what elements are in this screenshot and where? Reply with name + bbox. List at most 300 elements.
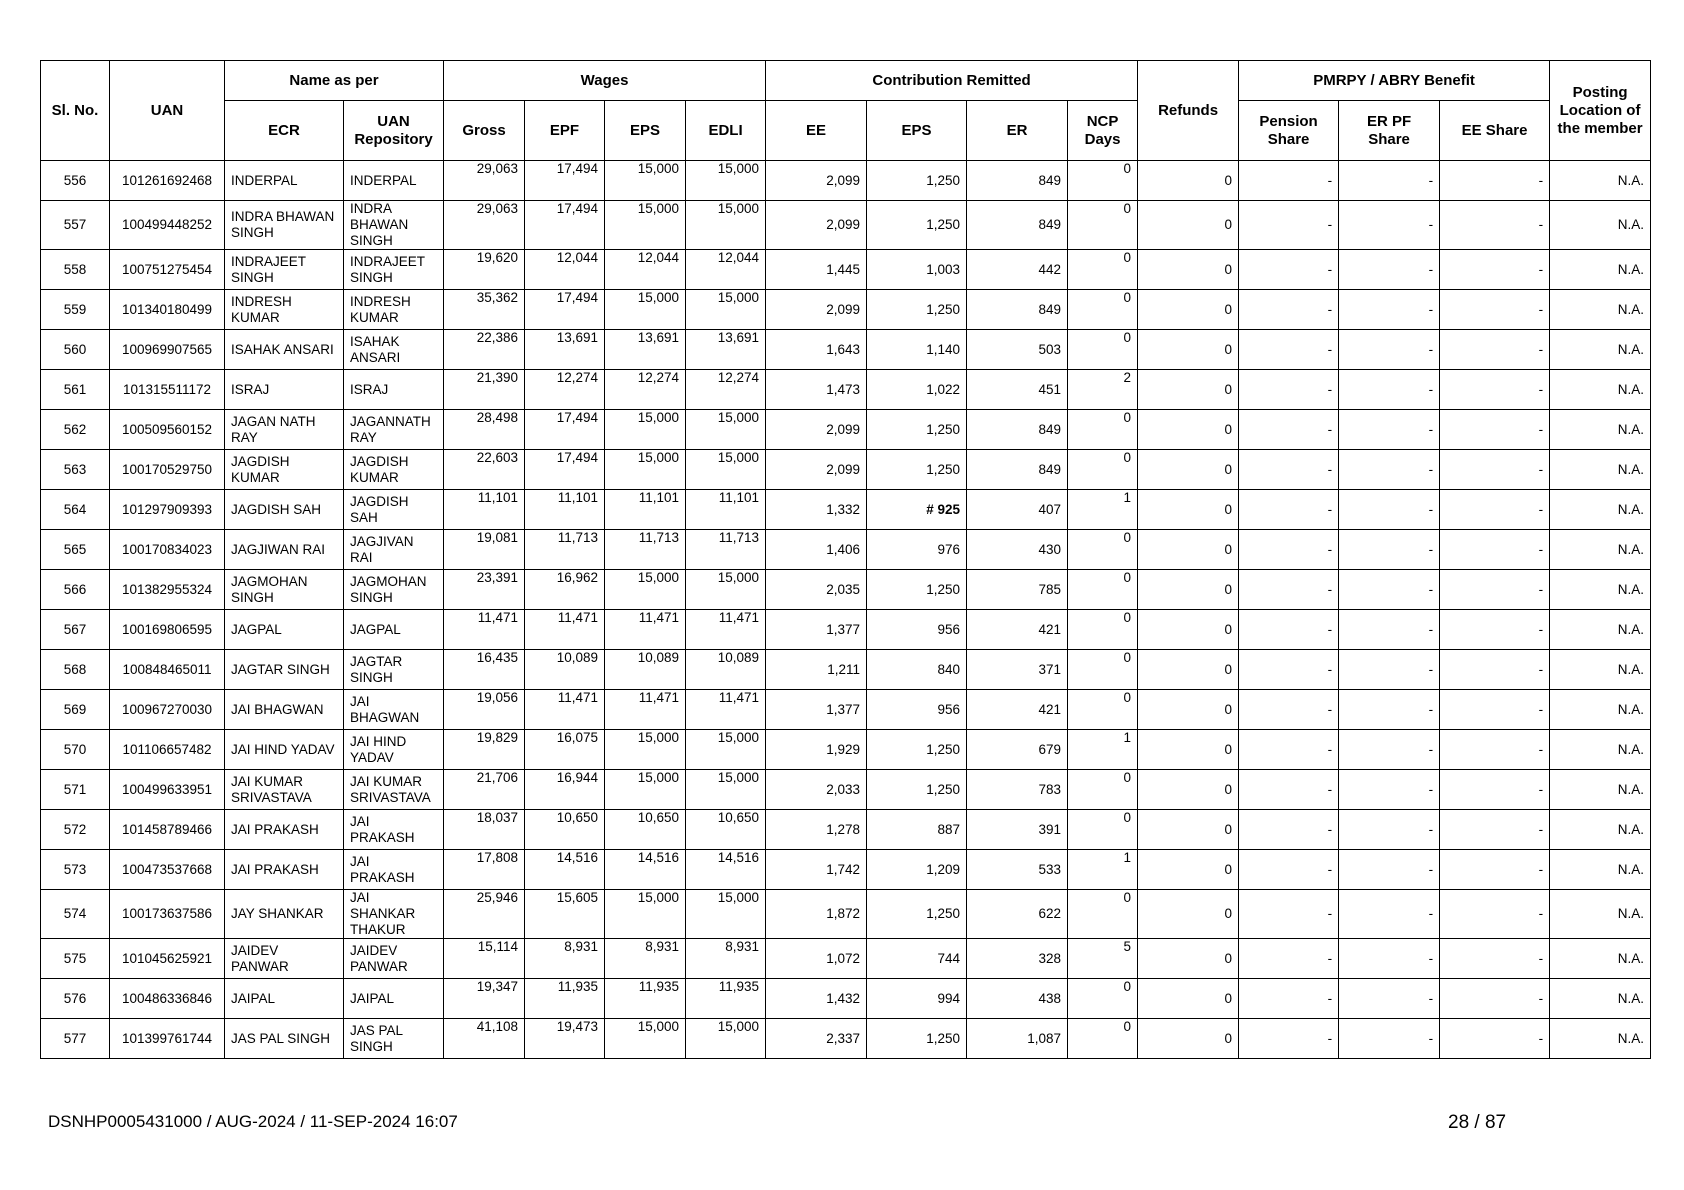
cell-edli: 11,471: [686, 690, 766, 730]
table-row: [41, 370, 1651, 410]
cell-ecr-name: JAI HIND YADAV: [225, 730, 344, 770]
cell-sl-no: 564: [41, 490, 110, 530]
col-edli: EDLI: [686, 101, 766, 161]
col-ncp-days: NCP Days: [1068, 101, 1138, 161]
cell-ee-share: -: [1440, 939, 1550, 979]
cell-edli: 15,000: [686, 450, 766, 490]
cell-ee-share: -: [1440, 250, 1550, 290]
col-ee: EE: [766, 101, 867, 161]
cell-posting-location: N.A.: [1550, 570, 1651, 610]
cell-ee-share: -: [1440, 570, 1550, 610]
cell-sl-no: 572: [41, 810, 110, 850]
cell-uan: 101399761744: [110, 1019, 225, 1059]
cell-posting-location: N.A.: [1550, 850, 1651, 890]
cell-epf: 11,471: [525, 690, 605, 730]
cell-eps: 8,931: [605, 939, 686, 979]
cell-eps-contribution: 1,250: [867, 770, 967, 810]
cell-uan: 101261692468: [110, 161, 225, 201]
cell-epf: 17,494: [525, 201, 605, 250]
cell-edli: 11,101: [686, 490, 766, 530]
cell-posting-location: N.A.: [1550, 939, 1651, 979]
table-row: [41, 410, 1651, 450]
cell-edli: 15,000: [686, 290, 766, 330]
cell-ecr-name: JAGDISH SAH: [225, 490, 344, 530]
table-row: [41, 570, 1651, 610]
cell-sl-no: 565: [41, 530, 110, 570]
cell-er-pf-share: -: [1339, 290, 1440, 330]
cell-edli: 11,471: [686, 610, 766, 650]
cell-gross: 19,347: [444, 979, 525, 1019]
cell-gross: 17,808: [444, 850, 525, 890]
cell-epf: 16,962: [525, 570, 605, 610]
col-refunds: Refunds: [1138, 61, 1239, 161]
cell-ecr-name: JAS PAL SINGH: [225, 1019, 344, 1059]
cell-uan: 100509560152: [110, 410, 225, 450]
table-row: [41, 161, 1651, 201]
cell-ncp-days: 0: [1068, 201, 1138, 250]
cell-ee: 1,432: [766, 979, 867, 1019]
cell-ncp-days: 0: [1068, 410, 1138, 450]
cell-refunds: 0: [1138, 530, 1239, 570]
cell-eps: 11,471: [605, 610, 686, 650]
cell-er-pf-share: -: [1339, 890, 1440, 939]
cell-eps: 13,691: [605, 330, 686, 370]
cell-uan: 101340180499: [110, 290, 225, 330]
cell-epf: 10,089: [525, 650, 605, 690]
cell-ee-share: -: [1440, 890, 1550, 939]
cell-edli: 8,931: [686, 939, 766, 979]
cell-gross: 25,946: [444, 890, 525, 939]
cell-eps: 11,471: [605, 690, 686, 730]
cell-ecr-name: JAGPAL: [225, 610, 344, 650]
cell-ee: 1,445: [766, 250, 867, 290]
table-header: [41, 61, 1651, 161]
cell-ee-share: -: [1440, 979, 1550, 1019]
cell-epf: 16,075: [525, 730, 605, 770]
col-uan-repository: UAN Repository: [344, 101, 444, 161]
cell-er-pf-share: -: [1339, 979, 1440, 1019]
cell-eps: 15,000: [605, 201, 686, 250]
cell-edli: 10,089: [686, 650, 766, 690]
col-gross: Gross: [444, 101, 525, 161]
cell-pension-share: -: [1239, 290, 1339, 330]
cell-refunds: 0: [1138, 410, 1239, 450]
cell-er: 421: [967, 610, 1068, 650]
cell-eps-contribution: 1,003: [867, 250, 967, 290]
cell-posting-location: N.A.: [1550, 201, 1651, 250]
cell-pension-share: -: [1239, 730, 1339, 770]
cell-pension-share: -: [1239, 890, 1339, 939]
cell-er: 328: [967, 939, 1068, 979]
cell-epf: 10,650: [525, 810, 605, 850]
cell-sl-no: 571: [41, 770, 110, 810]
table-row: [41, 450, 1651, 490]
cell-sl-no: 560: [41, 330, 110, 370]
cell-er-pf-share: -: [1339, 450, 1440, 490]
cell-repository-name: JAIPAL: [344, 979, 444, 1019]
cell-ee: 1,406: [766, 530, 867, 570]
col-er: ER: [967, 101, 1068, 161]
cell-posting-location: N.A.: [1550, 490, 1651, 530]
cell-er: 407: [967, 490, 1068, 530]
cell-ee-share: -: [1440, 201, 1550, 250]
cell-ee: 1,211: [766, 650, 867, 690]
cell-ncp-days: 0: [1068, 770, 1138, 810]
cell-eps: 14,516: [605, 850, 686, 890]
cell-uan: 101315511172: [110, 370, 225, 410]
group-name-as-per: Name as per: [225, 61, 444, 101]
cell-sl-no: 559: [41, 290, 110, 330]
cell-gross: 18,037: [444, 810, 525, 850]
cell-uan: 100170529750: [110, 450, 225, 490]
cell-ecr-name: JAY SHANKAR: [225, 890, 344, 939]
cell-ee-share: -: [1440, 650, 1550, 690]
cell-edli: 12,044: [686, 250, 766, 290]
cell-ee: 2,099: [766, 290, 867, 330]
cell-uan: 100473537668: [110, 850, 225, 890]
cell-eps-contribution: 994: [867, 979, 967, 1019]
cell-ecr-name: JAGTAR SINGH: [225, 650, 344, 690]
cell-edli: 15,000: [686, 570, 766, 610]
cell-repository-name: JAGPAL: [344, 610, 444, 650]
cell-sl-no: 574: [41, 890, 110, 939]
cell-ee: 1,643: [766, 330, 867, 370]
cell-uan: 101045625921: [110, 939, 225, 979]
cell-refunds: 0: [1138, 810, 1239, 850]
col-ee-share: EE Share: [1440, 101, 1550, 161]
table-row: [41, 979, 1651, 1019]
cell-ee-share: -: [1440, 730, 1550, 770]
cell-er: 849: [967, 450, 1068, 490]
cell-er-pf-share: -: [1339, 250, 1440, 290]
cell-ee-share: -: [1440, 290, 1550, 330]
cell-repository-name: INDERPAL: [344, 161, 444, 201]
cell-er-pf-share: -: [1339, 410, 1440, 450]
cell-repository-name: JAGDISH SAH: [344, 490, 444, 530]
cell-posting-location: N.A.: [1550, 530, 1651, 570]
cell-epf: 11,713: [525, 530, 605, 570]
cell-edli: 15,000: [686, 730, 766, 770]
cell-er: 783: [967, 770, 1068, 810]
cell-sl-no: 557: [41, 201, 110, 250]
cell-ecr-name: JAGDISH KUMAR: [225, 450, 344, 490]
cell-eps: 15,000: [605, 161, 686, 201]
cell-er: 1,087: [967, 1019, 1068, 1059]
cell-epf: 8,931: [525, 939, 605, 979]
cell-er-pf-share: -: [1339, 370, 1440, 410]
cell-epf: 19,473: [525, 1019, 605, 1059]
cell-refunds: 0: [1138, 1019, 1239, 1059]
cell-posting-location: N.A.: [1550, 979, 1651, 1019]
cell-er: 533: [967, 850, 1068, 890]
table-row: [41, 850, 1651, 890]
cell-eps-contribution: 1,250: [867, 410, 967, 450]
cell-refunds: 0: [1138, 290, 1239, 330]
cell-posting-location: N.A.: [1550, 890, 1651, 939]
cell-er: 849: [967, 410, 1068, 450]
cell-ncp-days: 0: [1068, 890, 1138, 939]
table-row: [41, 770, 1651, 810]
cell-edli: 15,000: [686, 161, 766, 201]
cell-er-pf-share: -: [1339, 1019, 1440, 1059]
cell-ecr-name: ISRAJ: [225, 370, 344, 410]
col-epf: EPF: [525, 101, 605, 161]
cell-posting-location: N.A.: [1550, 810, 1651, 850]
cell-repository-name: INDRESH KUMAR: [344, 290, 444, 330]
cell-ee-share: -: [1440, 490, 1550, 530]
cell-posting-location: N.A.: [1550, 250, 1651, 290]
cell-gross: 41,108: [444, 1019, 525, 1059]
cell-eps-contribution: 1,209: [867, 850, 967, 890]
cell-posting-location: N.A.: [1550, 290, 1651, 330]
cell-er: 438: [967, 979, 1068, 1019]
cell-ee: 2,033: [766, 770, 867, 810]
cell-ncp-days: 0: [1068, 570, 1138, 610]
cell-ee-share: -: [1440, 610, 1550, 650]
cell-eps: 15,000: [605, 410, 686, 450]
cell-pension-share: -: [1239, 650, 1339, 690]
cell-sl-no: 556: [41, 161, 110, 201]
cell-pension-share: -: [1239, 850, 1339, 890]
cell-epf: 11,101: [525, 490, 605, 530]
group-contribution-remitted: Contribution Remitted: [766, 61, 1138, 101]
cell-uan: 100751275454: [110, 250, 225, 290]
cell-ecr-name: JAGAN NATH RAY: [225, 410, 344, 450]
cell-uan: 101297909393: [110, 490, 225, 530]
cell-er-pf-share: -: [1339, 530, 1440, 570]
cell-pension-share: -: [1239, 410, 1339, 450]
cell-er-pf-share: -: [1339, 570, 1440, 610]
col-uan: UAN: [110, 61, 225, 161]
cell-ee-share: -: [1440, 530, 1550, 570]
col-ecr: ECR: [225, 101, 344, 161]
cell-ee-share: -: [1440, 410, 1550, 450]
cell-eps-contribution: 1,250: [867, 450, 967, 490]
col-posting: Posting Location of the member: [1550, 61, 1651, 161]
table-row: [41, 939, 1651, 979]
cell-pension-share: -: [1239, 250, 1339, 290]
cell-epf: 17,494: [525, 450, 605, 490]
table-row: [41, 290, 1651, 330]
cell-eps-contribution: 744: [867, 939, 967, 979]
cell-epf: 12,274: [525, 370, 605, 410]
cell-sl-no: 575: [41, 939, 110, 979]
cell-gross: 15,114: [444, 939, 525, 979]
cell-ncp-days: 0: [1068, 290, 1138, 330]
cell-posting-location: N.A.: [1550, 1019, 1651, 1059]
cell-repository-name: ISRAJ: [344, 370, 444, 410]
cell-eps: 11,935: [605, 979, 686, 1019]
cell-ncp-days: 0: [1068, 161, 1138, 201]
cell-uan: 100848465011: [110, 650, 225, 690]
cell-gross: 28,498: [444, 410, 525, 450]
table-row: [41, 730, 1651, 770]
cell-pension-share: -: [1239, 810, 1339, 850]
cell-er: 371: [967, 650, 1068, 690]
cell-ecr-name: INDRESH KUMAR: [225, 290, 344, 330]
cell-er-pf-share: -: [1339, 770, 1440, 810]
cell-gross: 23,391: [444, 570, 525, 610]
cell-posting-location: N.A.: [1550, 730, 1651, 770]
cell-er: 849: [967, 290, 1068, 330]
table-row: [41, 250, 1651, 290]
cell-pension-share: -: [1239, 610, 1339, 650]
cell-er: 391: [967, 810, 1068, 850]
cell-pension-share: -: [1239, 690, 1339, 730]
table-row: [41, 490, 1651, 530]
cell-sl-no: 562: [41, 410, 110, 450]
cell-eps-contribution: 1,250: [867, 290, 967, 330]
cell-epf: 17,494: [525, 290, 605, 330]
cell-ee-share: -: [1440, 690, 1550, 730]
cell-ncp-days: 0: [1068, 979, 1138, 1019]
cell-eps-contribution: 840: [867, 650, 967, 690]
cell-repository-name: JAI PRAKASH: [344, 850, 444, 890]
cell-sl-no: 573: [41, 850, 110, 890]
cell-sl-no: 570: [41, 730, 110, 770]
cell-uan: 100969907565: [110, 330, 225, 370]
cell-ncp-days: 1: [1068, 850, 1138, 890]
cell-ee: 1,872: [766, 890, 867, 939]
cell-gross: 19,620: [444, 250, 525, 290]
cell-refunds: 0: [1138, 610, 1239, 650]
cell-refunds: 0: [1138, 690, 1239, 730]
page-number: 28 / 87: [1448, 1112, 1507, 1133]
cell-eps: 15,000: [605, 570, 686, 610]
cell-eps: 15,000: [605, 1019, 686, 1059]
table-row: [41, 330, 1651, 370]
cell-refunds: 0: [1138, 850, 1239, 890]
cell-eps-contribution: 1,250: [867, 570, 967, 610]
cell-ncp-days: 0: [1068, 690, 1138, 730]
cell-eps-contribution: 956: [867, 610, 967, 650]
cell-eps: 15,000: [605, 770, 686, 810]
cell-posting-location: N.A.: [1550, 161, 1651, 201]
table-row: [41, 610, 1651, 650]
cell-edli: 13,691: [686, 330, 766, 370]
cell-ncp-days: 1: [1068, 490, 1138, 530]
cell-ee: 2,337: [766, 1019, 867, 1059]
cell-refunds: 0: [1138, 939, 1239, 979]
cell-pension-share: -: [1239, 570, 1339, 610]
cell-ecr-name: JAI KUMAR SRIVASTAVA: [225, 770, 344, 810]
cell-pension-share: -: [1239, 450, 1339, 490]
cell-uan: 100499633951: [110, 770, 225, 810]
col-eps-contribution: EPS: [867, 101, 967, 161]
cell-er-pf-share: -: [1339, 690, 1440, 730]
cell-ee: 1,377: [766, 690, 867, 730]
cell-uan: 101106657482: [110, 730, 225, 770]
table-row: [41, 201, 1651, 250]
cell-ncp-days: 1: [1068, 730, 1138, 770]
cell-eps-contribution: 1,022: [867, 370, 967, 410]
cell-pension-share: -: [1239, 370, 1339, 410]
cell-epf: 11,935: [525, 979, 605, 1019]
cell-ncp-days: 0: [1068, 530, 1138, 570]
cell-uan: 100169806595: [110, 610, 225, 650]
table-row: [41, 1019, 1651, 1059]
cell-repository-name: JAI BHAGWAN: [344, 690, 444, 730]
cell-repository-name: INDRAJEET SINGH: [344, 250, 444, 290]
cell-ecr-name: JAIDEV PANWAR: [225, 939, 344, 979]
cell-sl-no: 568: [41, 650, 110, 690]
cell-er-pf-share: -: [1339, 939, 1440, 979]
cell-eps-contribution: 1,140: [867, 330, 967, 370]
cell-eps: 15,000: [605, 730, 686, 770]
document-reference: DSNHP0005431000 / AUG-2024 / 11-SEP-2024 16:07: [48, 1112, 458, 1131]
table-row: [41, 810, 1651, 850]
cell-ee-share: -: [1440, 1019, 1550, 1059]
cell-edli: 12,274: [686, 370, 766, 410]
cell-ncp-days: 0: [1068, 810, 1138, 850]
cell-pension-share: -: [1239, 939, 1339, 979]
cell-er: 442: [967, 250, 1068, 290]
cell-refunds: 0: [1138, 250, 1239, 290]
cell-eps: 10,650: [605, 810, 686, 850]
cell-edli: 15,000: [686, 1019, 766, 1059]
cell-sl-no: 569: [41, 690, 110, 730]
cell-er: 849: [967, 161, 1068, 201]
cell-posting-location: N.A.: [1550, 770, 1651, 810]
cell-eps-contribution: 956: [867, 690, 967, 730]
cell-er-pf-share: -: [1339, 161, 1440, 201]
cell-uan: 100486336846: [110, 979, 225, 1019]
cell-edli: 10,650: [686, 810, 766, 850]
cell-er-pf-share: -: [1339, 490, 1440, 530]
cell-posting-location: N.A.: [1550, 690, 1651, 730]
cell-refunds: 0: [1138, 330, 1239, 370]
cell-ecr-name: JAIPAL: [225, 979, 344, 1019]
cell-epf: 16,944: [525, 770, 605, 810]
cell-uan: 101382955324: [110, 570, 225, 610]
cell-ncp-days: 5: [1068, 939, 1138, 979]
cell-repository-name: JAGANNATH RAY: [344, 410, 444, 450]
col-er-pf-share: ER PF Share: [1339, 101, 1440, 161]
cell-er-pf-share: -: [1339, 201, 1440, 250]
cell-repository-name: JAGTAR SINGH: [344, 650, 444, 690]
cell-posting-location: N.A.: [1550, 610, 1651, 650]
cell-gross: 21,706: [444, 770, 525, 810]
cell-eps-contribution: 1,250: [867, 890, 967, 939]
cell-ee: 2,099: [766, 161, 867, 201]
cell-pension-share: -: [1239, 330, 1339, 370]
cell-ee-share: -: [1440, 810, 1550, 850]
cell-pension-share: -: [1239, 201, 1339, 250]
cell-posting-location: N.A.: [1550, 370, 1651, 410]
cell-pension-share: -: [1239, 530, 1339, 570]
cell-repository-name: JAI SHANKAR THAKUR: [344, 890, 444, 939]
cell-ee: 1,278: [766, 810, 867, 850]
cell-epf: 11,471: [525, 610, 605, 650]
table-row: [41, 530, 1651, 570]
group-wages: Wages: [444, 61, 766, 101]
cell-refunds: 0: [1138, 370, 1239, 410]
cell-posting-location: N.A.: [1550, 410, 1651, 450]
cell-er: 421: [967, 690, 1068, 730]
cell-refunds: 0: [1138, 450, 1239, 490]
cell-eps: 15,000: [605, 450, 686, 490]
cell-refunds: 0: [1138, 979, 1239, 1019]
cell-posting-location: N.A.: [1550, 650, 1651, 690]
cell-repository-name: JAS PAL SINGH: [344, 1019, 444, 1059]
cell-er-pf-share: -: [1339, 850, 1440, 890]
col-pension-share: Pension Share: [1239, 101, 1339, 161]
cell-gross: 19,056: [444, 690, 525, 730]
cell-epf: 12,044: [525, 250, 605, 290]
cell-uan: 100499448252: [110, 201, 225, 250]
table-row: [41, 690, 1651, 730]
cell-ee: 2,035: [766, 570, 867, 610]
